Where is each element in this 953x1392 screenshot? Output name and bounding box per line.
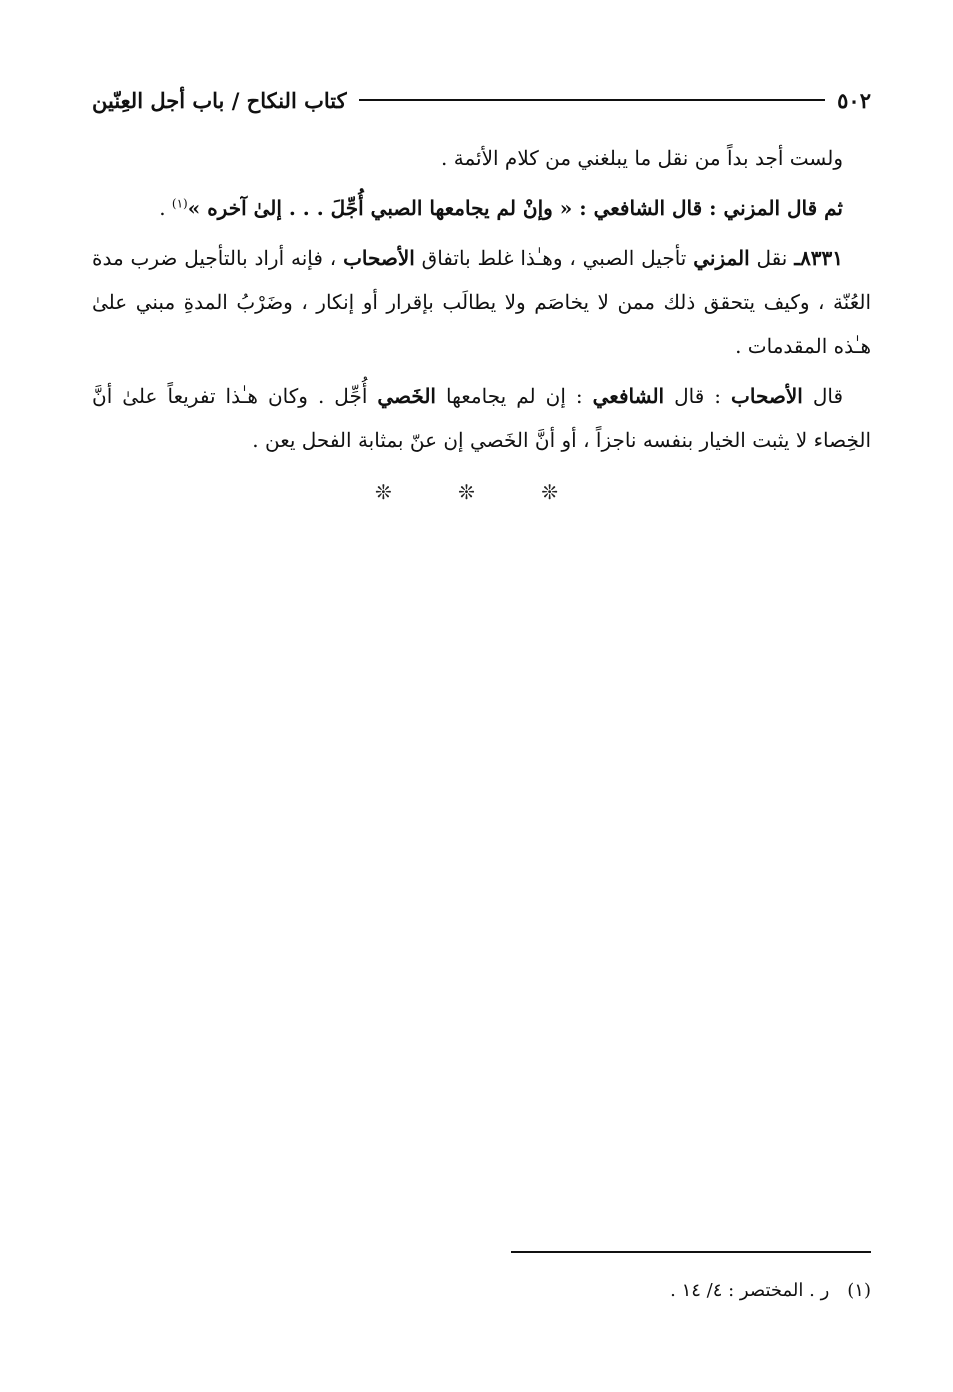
body-text	[92, 136, 871, 514]
text-run: : إن لم يجامعها	[435, 384, 593, 408]
term-ashab: الأصحاب	[343, 246, 415, 270]
text-run: نقل	[749, 246, 795, 270]
paragraph-1: ولست أجد بداً من نقل ما يبلغني من كلام الأئمة .	[441, 146, 843, 170]
text-run: : قال	[664, 384, 732, 408]
text-run: أُجِّل . وكان هـٰذا تفريعاً علىٰ أنَّ الخِصاء لا يثبت الخيار بنفسه ناجزاً ، أو أنَّ الخَصي إن عنّ بمثابة الفحل يعن .	[92, 384, 871, 452]
paragraph-4	[92, 374, 871, 462]
section-separator: ❊ ❊ ❊	[375, 480, 588, 504]
footnote-text: ر . المختصر : ٤/ ١٤ .	[670, 1280, 830, 1301]
paragraph-3	[92, 236, 871, 368]
footnote	[271, 1280, 871, 1301]
footnote-marker: (١)	[847, 1280, 871, 1301]
text-run: تأجيل الصبي ، وهـٰذا غلط باتفاق	[414, 246, 694, 270]
footnote-rule	[511, 1251, 871, 1253]
text-run: قال	[802, 384, 844, 408]
footnote-ref: (١)	[171, 196, 188, 211]
issue-number: ٨٣٣١ـ	[794, 246, 844, 270]
header-rule	[359, 99, 826, 101]
text-run: ، فإنه أراد بالتأجيل ضرب مدة العُنّة ، وكيف يتحقق ذلك ممن لا يخاصَم ولا يطالَب بإقرار أو إنكار ، وضَرْبُ المدةِ مبني علىٰ هـٰذه المقدمات .	[92, 246, 872, 358]
term-khasi: الخَصي	[377, 384, 436, 408]
quote-line: ثم قال المزني : قال الشافعي : « وإنْ لم يجامعها الصبي أُجِّلَ . . . إلىٰ آخره »	[187, 196, 843, 220]
running-title: كتاب النكاح / باب أجل العِنّين	[92, 87, 347, 113]
page-header	[92, 80, 871, 120]
paragraph-2-end: .	[159, 196, 172, 220]
name-muzani: المزني	[693, 246, 750, 270]
page-number: ٥٠٢	[837, 87, 871, 113]
paragraph-2	[92, 186, 871, 230]
name-shafii: الشافعي	[592, 384, 665, 408]
term-ashab: الأصحاب	[731, 384, 803, 408]
